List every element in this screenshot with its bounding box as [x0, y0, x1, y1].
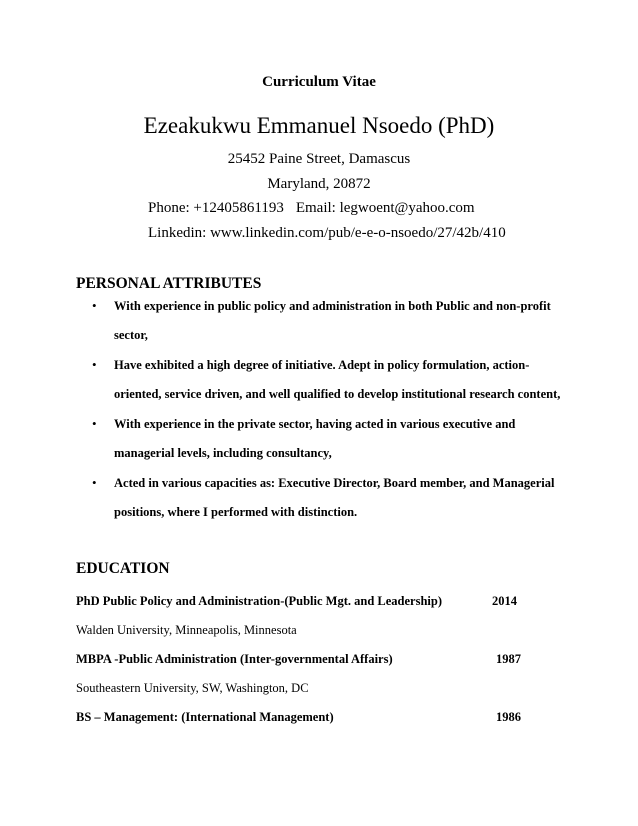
degree-title: BS – Management: (International Management) — [76, 710, 334, 724]
address-line-1: 25452 Paine Street, Damascus — [227, 151, 411, 167]
degree-year: 1987 — [496, 652, 521, 666]
bullet-icon: • — [92, 357, 97, 372]
bullet-icon: • — [92, 298, 97, 313]
bullet-icon: • — [92, 475, 97, 490]
attribute-line: sector, — [114, 328, 148, 342]
address-line-2: Maryland, 20872 — [267, 176, 371, 192]
degree-year: 1986 — [496, 710, 521, 724]
attribute-line: Have exhibited a high degree of initiative. Adept in policy formulation, action- — [114, 358, 530, 372]
attribute-line: managerial levels, including consultancy, — [114, 446, 332, 460]
attribute-line: positions, where I performed with distinction. — [114, 505, 358, 519]
attribute-line: With experience in public policy and administration in both Public and non-profit — [114, 299, 551, 313]
degree-title: PhD Public Policy and Administration-(Public Mgt. and Leadership) — [76, 594, 443, 608]
attribute-line: With experience in the private sector, having acted in various executive and — [114, 417, 516, 431]
bullet-icon: • — [92, 416, 97, 431]
contact-row — [148, 200, 475, 217]
degree-year: 2014 — [492, 594, 517, 608]
phone-text: Phone: +12405861193 — [148, 200, 284, 216]
education-heading: EDUCATION — [76, 560, 170, 577]
school-name: Walden University, Minneapolis, Minnesota — [76, 623, 297, 637]
candidate-name: Ezeakukwu Emmanuel Nsoedo (PhD) — [143, 113, 495, 138]
attribute-line: Acted in various capacities as: Executive Director, Board member, and Managerial — [114, 476, 555, 490]
document-title: Curriculum Vitae — [262, 74, 376, 90]
degree-title: MBPA -Public Administration (Inter-governmental Affairs) — [76, 652, 393, 666]
personal-attributes-heading: PERSONAL ATTRIBUTES — [76, 275, 262, 292]
email-text: Email: legwoent@yahoo.com — [295, 200, 475, 216]
linkedin-text: Linkedin: www.linkedin.com/pub/e-e-o-nsoedo/27/42b/410 — [148, 225, 506, 241]
school-name: Southeastern University, SW, Washington, DC — [76, 681, 309, 695]
attribute-line: oriented, service driven, and well qualified to develop institutional research content, — [114, 387, 561, 401]
